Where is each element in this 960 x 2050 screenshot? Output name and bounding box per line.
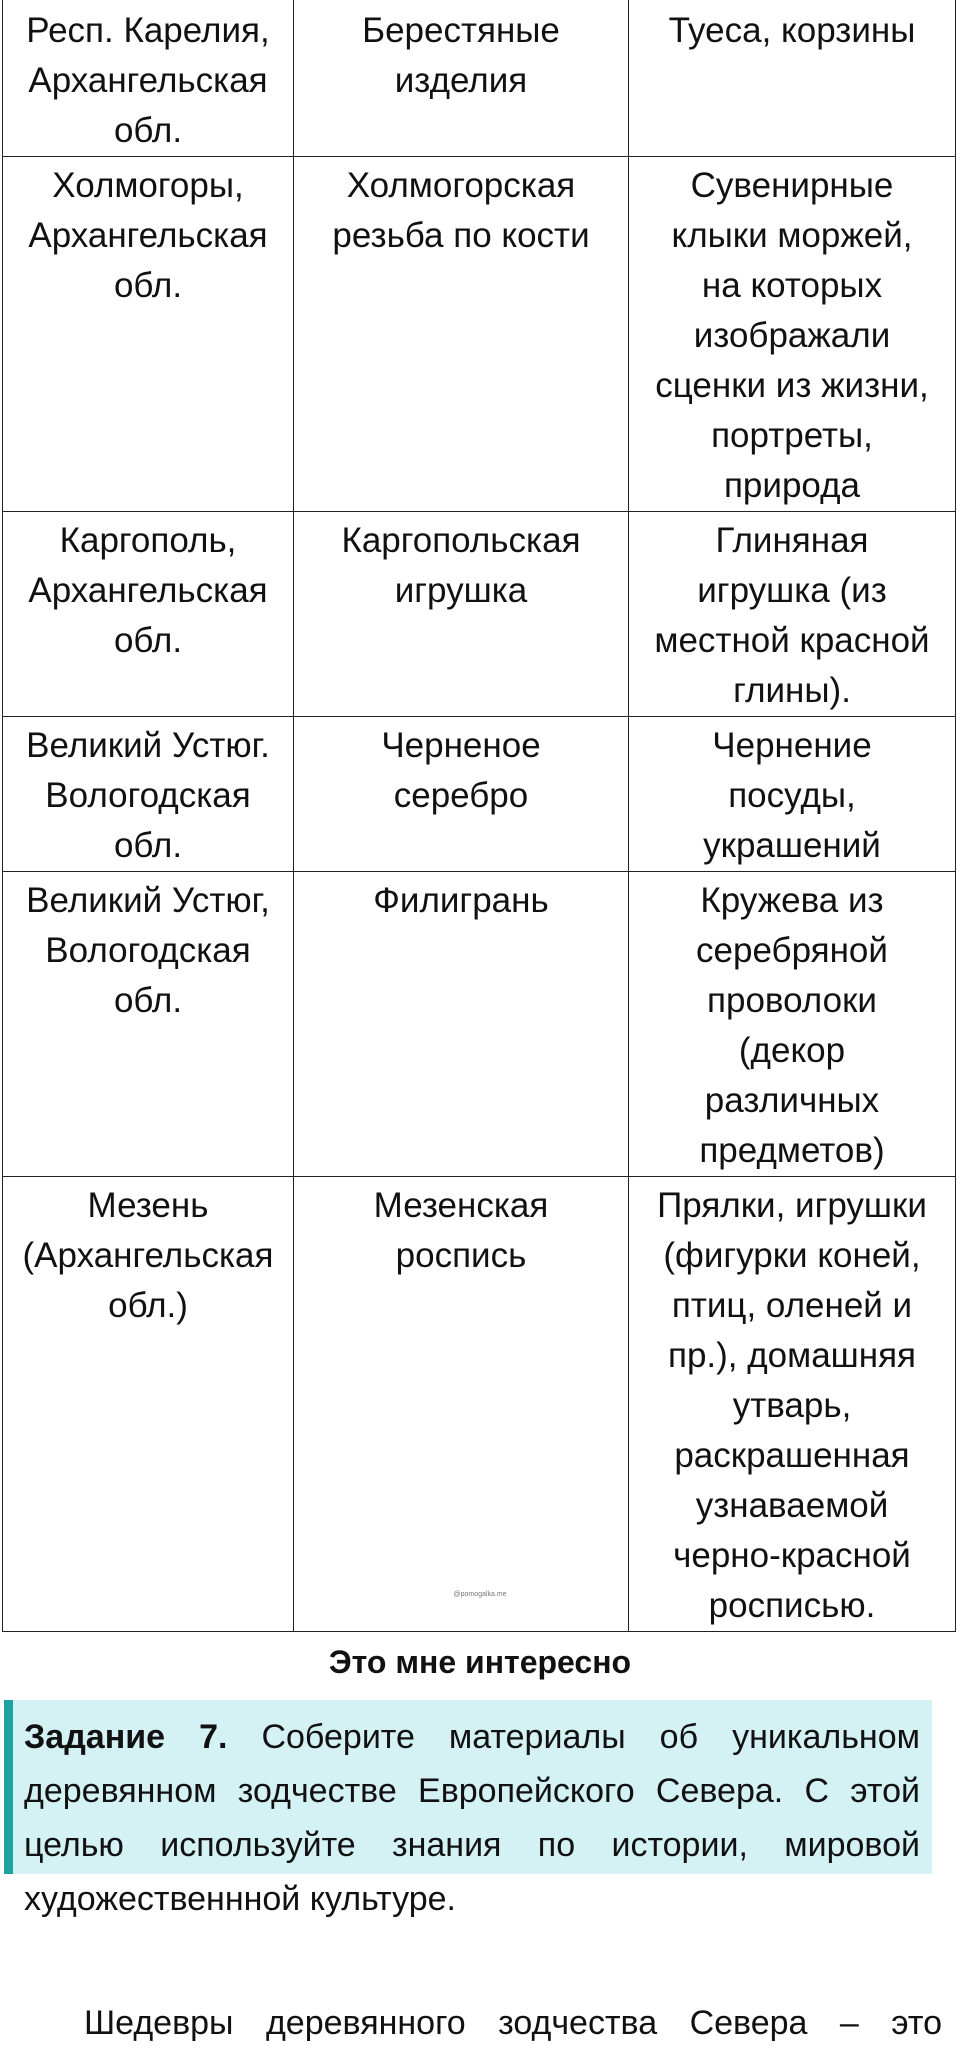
- cell-text-line: Глиняная: [715, 521, 869, 560]
- cell-text-line: обл.): [108, 1286, 188, 1325]
- products-cell: [629, 157, 956, 512]
- cell-text-line: Великий Устюг.: [26, 726, 270, 765]
- cell-text-line: Великий Устюг,: [26, 881, 270, 920]
- products-cell: [629, 717, 956, 872]
- cell-text-line: (декор: [738, 1031, 846, 1070]
- cell-text-line: роспись: [395, 1236, 527, 1275]
- cell-text-line: проволоки: [707, 981, 877, 1020]
- cell-text-line: Сувенирные: [690, 166, 894, 205]
- cell-text-line: различных: [704, 1081, 880, 1120]
- cell-text-line: портреты,: [711, 416, 873, 455]
- cell-text-line: клыки моржей,: [671, 216, 913, 255]
- crafts-table: [2, 0, 956, 1632]
- section-heading: Это мне интересно: [328, 1644, 632, 1680]
- cell-text-line: предметов): [699, 1131, 885, 1170]
- cell-text-line: игрушка (из: [697, 571, 887, 610]
- cell-text-line: Филигрань: [373, 881, 549, 920]
- craft-cell: [294, 157, 629, 512]
- cell-text-line: сценки из жизни,: [655, 366, 929, 405]
- cell-text-line: резьба по кости: [332, 216, 590, 255]
- place-cell: [3, 717, 294, 872]
- cell-text-line: серебро: [393, 776, 529, 815]
- cell-text-line: Холмогорская: [346, 166, 576, 205]
- cell-text-line: черно-красной: [673, 1536, 911, 1575]
- table-row: [3, 717, 956, 872]
- cell-text-line: (Архангельская: [22, 1236, 274, 1275]
- task-box: [4, 1700, 932, 1918]
- cell-text-line: Каргополь,: [59, 521, 237, 560]
- table-body: [3, 0, 956, 1632]
- cell-text-line: Респ. Карелия,: [26, 11, 270, 50]
- place-cell: [3, 1177, 294, 1632]
- craft-cell: [294, 0, 629, 157]
- place-cell: [3, 157, 294, 512]
- craft-cell: [294, 872, 629, 1177]
- cell-text-line: пр.), домашняя: [668, 1336, 916, 1375]
- task-body: Соберите материалы об уникальном деревянном зодчестве Европейского Севера. С этой целью используйте знания по истории, мировой художественнной культуре.: [24, 1718, 920, 1918]
- cell-text-line: узнаваемой: [695, 1486, 889, 1525]
- products-cell: [629, 1177, 956, 1632]
- cell-text-line: раскрашенная: [674, 1436, 910, 1475]
- cell-text-line: Туеса, корзины: [668, 11, 916, 50]
- table-row: [3, 157, 956, 512]
- cell-text-line: Вологодская: [45, 776, 251, 815]
- place-cell: [3, 872, 294, 1177]
- cell-text-line: изделия: [394, 61, 528, 100]
- craft-cell: [294, 1177, 629, 1632]
- cell-text-line: Чернение: [712, 726, 872, 765]
- cell-text-line: Прялки, игрушки: [657, 1186, 927, 1225]
- cell-text-line: глины).: [733, 671, 851, 710]
- craft-cell: [294, 512, 629, 717]
- table-row: [3, 512, 956, 717]
- place-cell: [3, 0, 294, 157]
- table-row: [3, 872, 956, 1177]
- cell-text-line: Мезенская: [373, 1186, 549, 1225]
- cell-text-line: серебряной: [696, 931, 888, 970]
- cell-text-line: обл.: [113, 266, 183, 305]
- cell-text-line: игрушка: [394, 571, 528, 610]
- cell-text-line: Берестяные: [362, 11, 560, 50]
- cell-text-line: украшений: [703, 826, 881, 865]
- cell-text-line: изображали: [693, 316, 891, 355]
- cell-text-line: Архангельская: [28, 571, 268, 610]
- cell-text-line: обл.: [113, 621, 183, 660]
- table-row: [3, 1177, 956, 1632]
- craft-cell: [294, 717, 629, 872]
- body-paragraph: Шедевры деревянного зодчества Севера – это: [84, 2004, 942, 2042]
- cell-text-line: Архангельская: [28, 61, 268, 100]
- cell-text-line: посуды,: [728, 776, 856, 815]
- cell-text-line: Вологодская: [45, 931, 251, 970]
- cell-text-line: утварь,: [732, 1386, 852, 1425]
- cell-text-line: природа: [723, 466, 861, 505]
- cell-text-line: Мезень: [87, 1186, 209, 1225]
- table-row: [3, 0, 956, 157]
- cell-text-line: (фигурки коней,: [663, 1236, 921, 1275]
- cell-text-line: местной красной: [654, 621, 930, 660]
- task-text: [24, 1710, 920, 1926]
- cell-text-line: птиц, оленей и: [671, 1286, 913, 1325]
- products-cell: [629, 512, 956, 717]
- watermark: @pomogalka.me: [453, 1591, 507, 1598]
- task-label: Задание 7.: [24, 1718, 228, 1756]
- cell-text-line: обл.: [113, 981, 183, 1020]
- cell-text-line: росписью.: [708, 1586, 876, 1625]
- cell-text-line: Холмогоры,: [52, 166, 244, 205]
- cell-text-line: обл.: [113, 826, 183, 865]
- place-cell: [3, 512, 294, 717]
- cell-text-line: Черненое: [381, 726, 541, 765]
- cell-text-line: на которых: [701, 266, 883, 305]
- products-cell: [629, 0, 956, 157]
- products-cell: [629, 872, 956, 1177]
- cell-text-line: Кружева из: [700, 881, 884, 920]
- cell-text-line: Архангельская: [28, 216, 268, 255]
- cell-text-line: Каргопольская: [341, 521, 581, 560]
- cell-text-line: обл.: [113, 111, 183, 150]
